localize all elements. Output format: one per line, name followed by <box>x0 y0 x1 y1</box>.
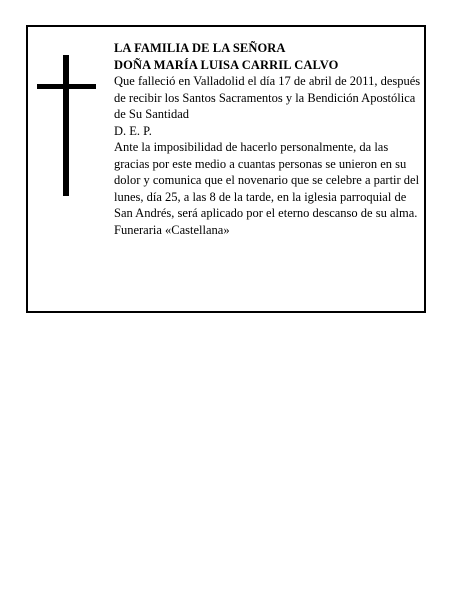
cross-horizontal-bar <box>37 84 96 89</box>
death-paragraph: Que falleció en Valladolid el día 17 de abril de 2011, después de recibir los Santos Sacramentos y la Bendición Apostólica de Su Santidad <box>114 74 421 121</box>
notice-text-block <box>114 40 426 238</box>
notice-title-line1: LA FAMILIA DE LA SEÑORA <box>114 41 286 55</box>
cross-vertical-bar <box>63 55 69 196</box>
dep-line: D. E. P. <box>114 123 152 138</box>
funeral-home: Funeraria «Castellana» <box>114 222 230 237</box>
notice-title-line2: DOÑA MARÍA LUISA CARRIL CALVO <box>114 57 339 72</box>
thanks-paragraph: Ante la imposibilidad de hacerlo personalmente, da las gracias por este medio a cuantas personas se unieron en su dolor y comunica que el novenario que se celebre a partir del lunes, día 25, a las 8 de la tarde, en la iglesia parroquial de San Andrés, será aplicado por el eterno descanso de su alma. <box>114 140 420 220</box>
